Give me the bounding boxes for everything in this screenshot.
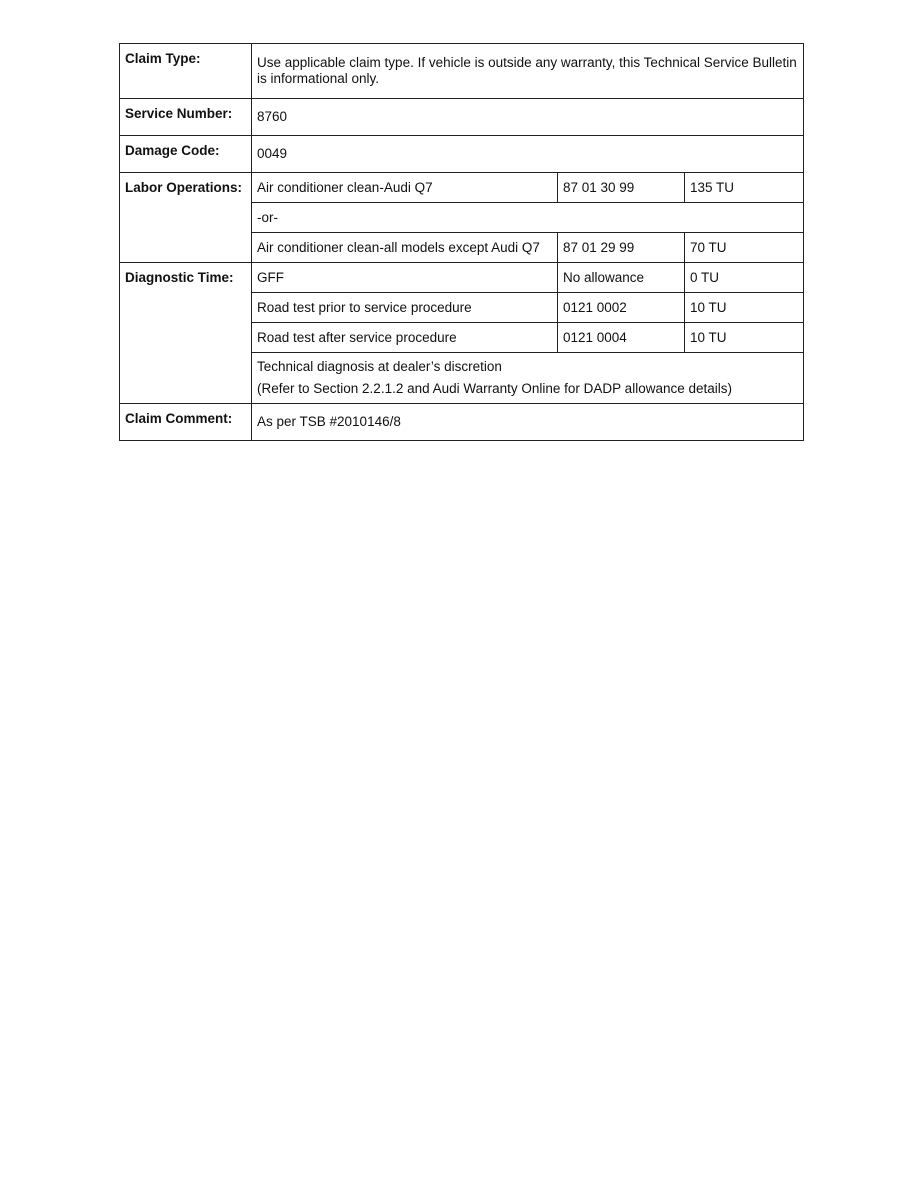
- diagnostic-time-label: Diagnostic Time:: [120, 263, 252, 404]
- claim-comment-value: As per TSB #2010146/8: [252, 404, 804, 441]
- labor-operation-time: 135 TU: [685, 173, 804, 203]
- diagnostic-note-reference: (Refer to Section 2.2.1.2 and Audi Warranty Online for DADP allowance details): [257, 381, 732, 396]
- diagnostic-description: Road test after service procedure: [252, 323, 558, 353]
- diagnostic-code: No allowance: [558, 263, 685, 293]
- diagnostic-code: 0121 0002: [558, 293, 685, 323]
- damage-code-row: [120, 136, 804, 173]
- damage-code-value: 0049: [252, 136, 804, 173]
- service-number-label: Service Number:: [120, 99, 252, 136]
- diagnostic-code: 0121 0004: [558, 323, 685, 353]
- labor-operations-label: Labor Operations:: [120, 173, 252, 263]
- diagnostic-note: [252, 353, 804, 404]
- warranty-claim-table: [119, 43, 804, 441]
- labor-operation-description: Air conditioner clean-Audi Q7: [252, 173, 558, 203]
- claim-comment-label: Claim Comment:: [120, 404, 252, 441]
- diagnostic-description: Road test prior to service procedure: [252, 293, 558, 323]
- service-number-row: [120, 99, 804, 136]
- diagnostic-time-value: 10 TU: [685, 293, 804, 323]
- diagnostic-description: GFF: [252, 263, 558, 293]
- service-number-value: 8760: [252, 99, 804, 136]
- diagnostic-time-value: 10 TU: [685, 323, 804, 353]
- labor-operation-description: Air conditioner clean-all models except Audi Q7: [252, 233, 558, 263]
- claim-type-label: Claim Type:: [120, 44, 252, 99]
- damage-code-label: Damage Code:: [120, 136, 252, 173]
- labor-operation-separator: -or-: [252, 203, 804, 233]
- claim-type-row: [120, 44, 804, 99]
- diagnostic-time-value: 0 TU: [685, 263, 804, 293]
- claim-comment-row: [120, 404, 804, 441]
- diagnostic-note-line: Technical diagnosis at dealer’s discretion: [257, 359, 502, 374]
- labor-operation-code: 87 01 29 99: [558, 233, 685, 263]
- labor-operation-time: 70 TU: [685, 233, 804, 263]
- labor-operation-code: 87 01 30 99: [558, 173, 685, 203]
- labor-operation-row: [120, 173, 804, 203]
- claim-type-value: Use applicable claim type. If vehicle is outside any warranty, this Technical Service Bulletin is informational only.: [252, 44, 804, 99]
- diagnostic-time-row: [120, 263, 804, 293]
